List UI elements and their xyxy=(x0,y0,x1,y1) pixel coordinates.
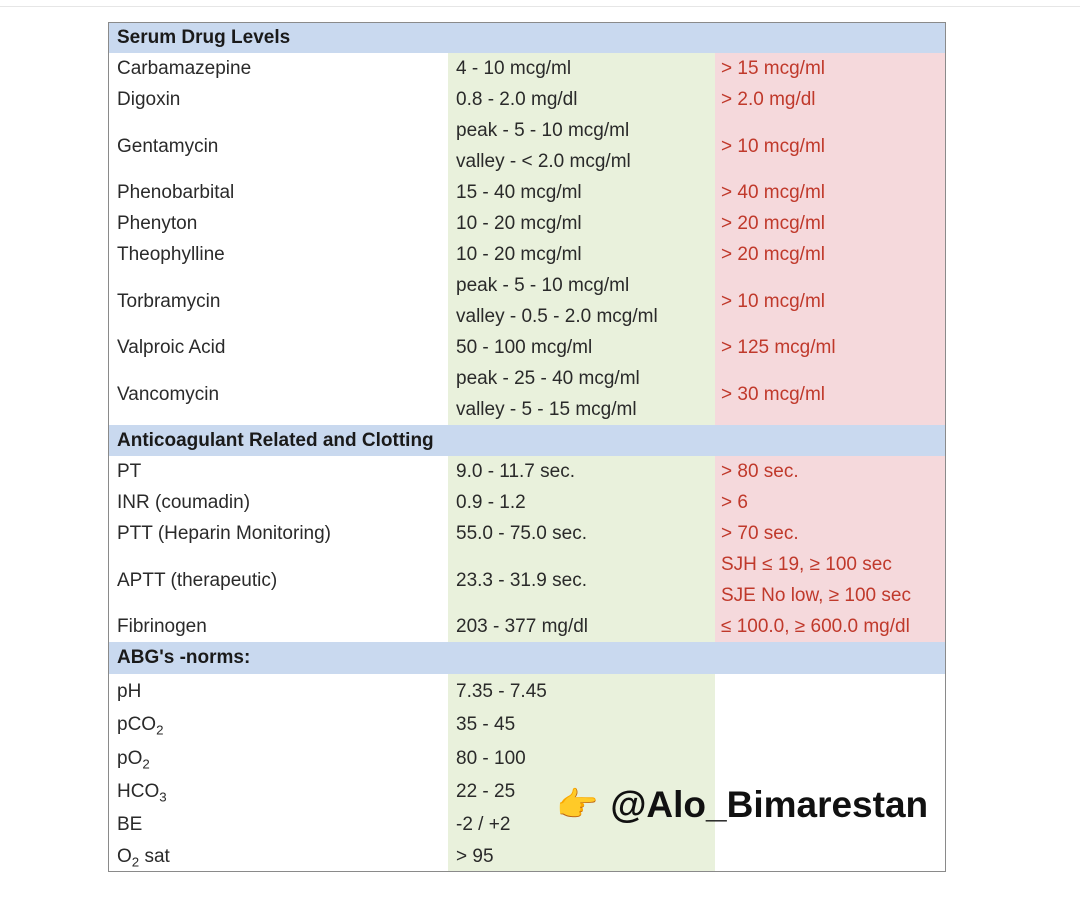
normal-range: 15 - 40 mcg/ml xyxy=(448,177,715,208)
test-name: APTT (therapeutic) xyxy=(117,569,278,591)
table-row xyxy=(109,84,945,115)
reference-table xyxy=(108,22,946,872)
normal-range: 203 - 377 mg/dl xyxy=(448,611,715,642)
normal-range: peak - 5 - 10 mcg/ml valley - < 2.0 mcg/ml xyxy=(448,115,715,177)
section-header-serum xyxy=(109,23,945,53)
normal-range: peak - 25 - 40 mcg/ml valley - 5 - 15 mcg/ml xyxy=(448,363,715,425)
test-name: Phenyton xyxy=(117,213,198,234)
test-name: Digoxin xyxy=(117,89,181,110)
section-title: Anticoagulant Related and Clotting xyxy=(117,429,434,451)
toxic-level: > 10 mcg/ml xyxy=(715,270,945,332)
test-name: INR (coumadin) xyxy=(117,492,251,513)
table-row xyxy=(109,611,945,642)
table-row xyxy=(109,741,945,775)
table-row xyxy=(109,115,945,177)
toxic-level: > 70 sec. xyxy=(715,518,945,549)
normal-range: > 95 xyxy=(448,841,715,871)
toxic-level: > 30 mcg/ml xyxy=(715,363,945,425)
watermark-handle xyxy=(556,784,928,826)
normal-range: 9.0 - 11.7 sec. xyxy=(448,456,715,487)
toxic-level: > 40 mcg/ml xyxy=(715,177,945,208)
test-name: pCO$_2$ xyxy=(117,714,164,738)
table-row xyxy=(109,208,945,239)
table-row xyxy=(109,841,945,871)
normal-range: 80 - 100 xyxy=(448,741,715,775)
test-name: pH xyxy=(117,680,142,702)
test-name: Theophylline xyxy=(117,244,225,265)
section-header-abg xyxy=(109,642,945,674)
normal-range: 0.9 - 1.2 xyxy=(448,487,715,518)
table-row xyxy=(109,456,945,487)
toxic-level: ≤ 100.0, ≥ 600.0 mg/dl xyxy=(715,611,945,642)
test-name: Valproic Acid xyxy=(117,337,226,358)
table-row xyxy=(109,363,945,425)
test-name: BE xyxy=(117,814,143,835)
normal-range: 50 - 100 mcg/ml xyxy=(448,332,715,363)
top-divider xyxy=(0,6,1080,7)
test-name: Carbamazepine xyxy=(117,58,252,79)
test-name: $pO_2$ xyxy=(117,747,150,772)
toxic-level: > 10 mcg/ml xyxy=(715,115,945,177)
table-row xyxy=(109,177,945,208)
normal-range: peak - 5 - 10 mcg/ml valley - 0.5 - 2.0 mcg/ml xyxy=(448,270,715,332)
toxic-level: > 15 mcg/ml xyxy=(715,53,945,84)
test-name: Torbramycin xyxy=(117,290,221,312)
table-row xyxy=(109,518,945,549)
section-header-anticoagulant xyxy=(109,425,945,456)
toxic-level: > 6 xyxy=(715,487,945,518)
normal-range: 7.35 - 7.45 xyxy=(448,674,715,708)
normal-range: 55.0 - 75.0 sec. xyxy=(448,518,715,549)
toxic-level: > 125 mcg/ml xyxy=(715,332,945,363)
test-name: $HCO_3$ xyxy=(117,781,167,805)
empty-cell xyxy=(715,741,945,775)
normal-range: 23.3 - 31.9 sec. xyxy=(448,549,715,611)
table-row xyxy=(109,53,945,84)
normal-range: 10 - 20 mcg/ml xyxy=(448,239,715,270)
test-name: Vancomycin xyxy=(117,383,220,405)
table-row xyxy=(109,270,945,332)
section-title: ABG's -norms: xyxy=(117,647,251,668)
section-title: Serum Drug Levels xyxy=(117,27,291,48)
test-name: Phenobarbital xyxy=(117,182,235,203)
test-name: $O_2$ sat xyxy=(117,845,170,870)
toxic-level: > 2.0 mg/dl xyxy=(715,84,945,115)
normal-range: 22 - 25 xyxy=(448,775,715,808)
normal-range: 4 - 10 mcg/ml xyxy=(448,53,715,84)
pointing-hand-icon: 👉 xyxy=(556,786,599,824)
normal-range: 10 - 20 mcg/ml xyxy=(448,208,715,239)
normal-range: 0.8 - 2.0 mg/dl xyxy=(448,84,715,115)
empty-cell xyxy=(715,708,945,741)
toxic-level: > 20 mcg/ml xyxy=(715,208,945,239)
normal-range: 35 - 45 xyxy=(448,708,715,741)
toxic-level: > 80 sec. xyxy=(715,456,945,487)
test-name: Fibrinogen xyxy=(117,616,207,637)
test-name: Gentamycin xyxy=(117,135,219,157)
toxic-level: SJH ≤ 19, ≥ 100 sec SJE No low, ≥ 100 sec xyxy=(715,549,945,611)
empty-cell xyxy=(715,674,945,708)
table-row xyxy=(109,549,945,611)
toxic-level: > 20 mcg/ml xyxy=(715,239,945,270)
table-row xyxy=(109,674,945,708)
empty-cell xyxy=(715,841,945,871)
table-row xyxy=(109,332,945,363)
table-row xyxy=(109,708,945,741)
table-row xyxy=(109,487,945,518)
table-row xyxy=(109,239,945,270)
test-name: PT xyxy=(117,461,142,482)
normal-range: -2 / +2 xyxy=(448,808,715,841)
channel-handle: @Alo_Bimarestan xyxy=(610,784,929,825)
test-name: PTT (Heparin Monitoring) xyxy=(117,523,332,544)
